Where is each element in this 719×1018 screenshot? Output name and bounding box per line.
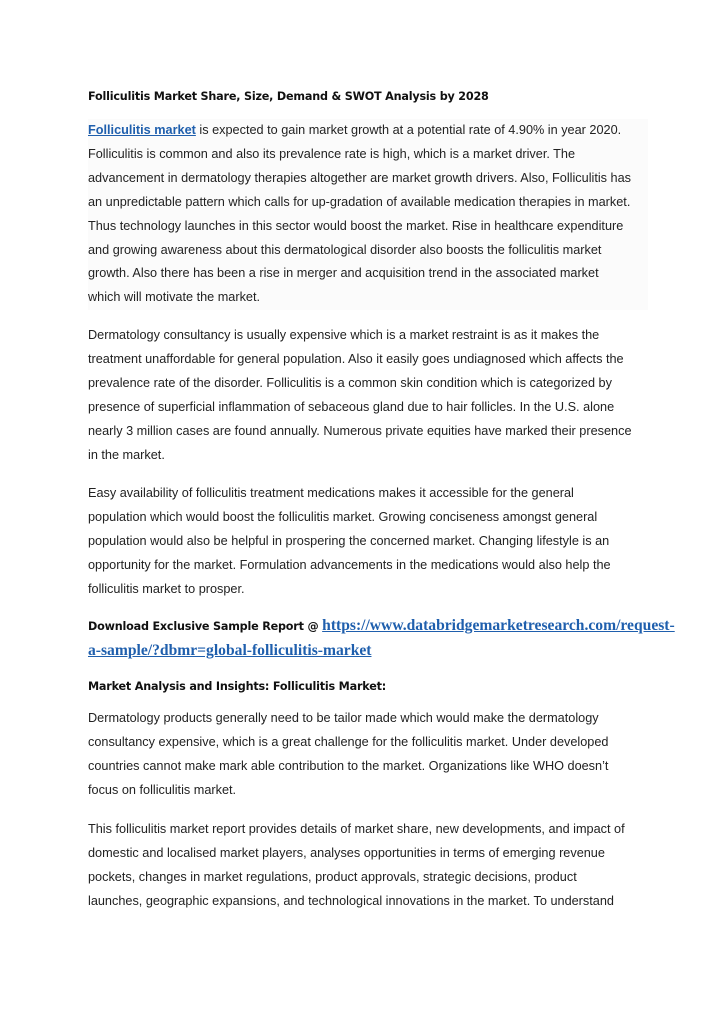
paragraph-line: population which would boost the folliculitis market. Growing conciseness amongst general <box>88 509 598 524</box>
sample-report-link-continued[interactable]: a-sample/?dbmr=global-folliculitis-market <box>88 642 372 659</box>
paragraph-line: domestic and localised market players, analyses opportunities in terms of emerging revenue <box>88 845 605 860</box>
paragraph-line: launches, geographic expansions, and technological innovations in the market. To understand <box>88 893 614 908</box>
paragraph-line-text: is expected to gain market growth at a potential rate of 4.90% in year 2020. <box>195 123 622 137</box>
paragraph-line: and growing awareness about this dermatological disorder also boosts the folliculitis market <box>88 242 602 257</box>
paragraph-line: consultancy expensive, which is a great challenge for the folliculitis market. Under developed <box>88 734 609 749</box>
paragraph-line: folliculitis market to prosper. <box>88 581 245 596</box>
folliculitis-market-link[interactable]: Folliculitis market <box>88 123 196 137</box>
paragraph-line: advancement in dermatology therapies altogether are market growth drivers. Also, Folliculitis has <box>88 170 632 185</box>
paragraph-line: an unpredictable pattern which calls for up-gradation of available medication therapies in market. <box>88 194 631 209</box>
paragraph-line: prevalence rate of the disorder. Folliculitis is a common skin condition which is categorized by <box>88 375 612 390</box>
paragraph-line: This folliculitis market report provides details of market share, new developments, and impact of <box>88 822 625 836</box>
paragraph-challenges <box>88 707 648 803</box>
paragraph-report-details <box>88 818 648 914</box>
document-title: Folliculitis Market Share, Size, Demand & SWOT Analysis by 2028 <box>88 90 489 103</box>
paragraph-line: pockets, changes in market regulations, product approvals, strategic decisions, product <box>88 869 577 884</box>
paragraph-line: which will motivate the market. <box>88 290 261 305</box>
paragraph-line: Dermatology consultancy is usually expensive which is a market restraint is as it makes the <box>88 328 600 342</box>
download-sample-label: Download Exclusive Sample Report @ <box>88 620 323 633</box>
paragraph-line: treatment unaffordable for general population. Also it easily goes undiagnosed which affects the <box>88 351 624 366</box>
download-sample-line <box>88 617 675 635</box>
paragraph-line: growth. Also there has been a rise in merger and acquisition trend in the associated market <box>88 266 599 281</box>
paragraph-line: Dermatology products generally need to be tailor made which would make the dermatology <box>88 711 599 725</box>
paragraph-availability <box>88 482 648 602</box>
paragraph-line: opportunity for the market. Formulation advancements in the medications would also help the <box>88 557 611 572</box>
section-heading: Market Analysis and Insights: Folliculitis Market: <box>88 680 387 693</box>
paragraph-line: in the market. <box>88 447 165 462</box>
paragraph-line <box>88 119 648 143</box>
download-sample-line-2 <box>88 642 372 660</box>
paragraph-line: countries cannot make mark able contribution to the market. Organizations like WHO doesn’t <box>88 758 609 773</box>
paragraph-line: focus on folliculitis market. <box>88 782 237 797</box>
paragraph-restraints <box>88 324 648 467</box>
sample-report-link[interactable]: https://www.databridgemarketresearch.com/request- <box>322 617 675 634</box>
paragraph-line: Easy availability of folliculitis treatment medications makes it accessible for the general <box>88 486 574 500</box>
paragraph-line: Folliculitis is common and also its prevalence rate is high, which is a market driver. The <box>88 146 576 161</box>
paragraph-line: population would also be helpful in prospering the concerned market. Changing lifestyle is an <box>88 533 610 548</box>
paragraph-intro <box>88 119 648 310</box>
paragraph-line: presence of superficial inflammation of sebaceous gland due to hair follicles. In the U.S. alone <box>88 399 615 414</box>
paragraph-line: nearly 3 million cases are found annually. Numerous private equities have marked their presence <box>88 423 632 438</box>
paragraph-line: Thus technology launches in this sector would boost the market. Rise in healthcare expenditure <box>88 218 624 233</box>
